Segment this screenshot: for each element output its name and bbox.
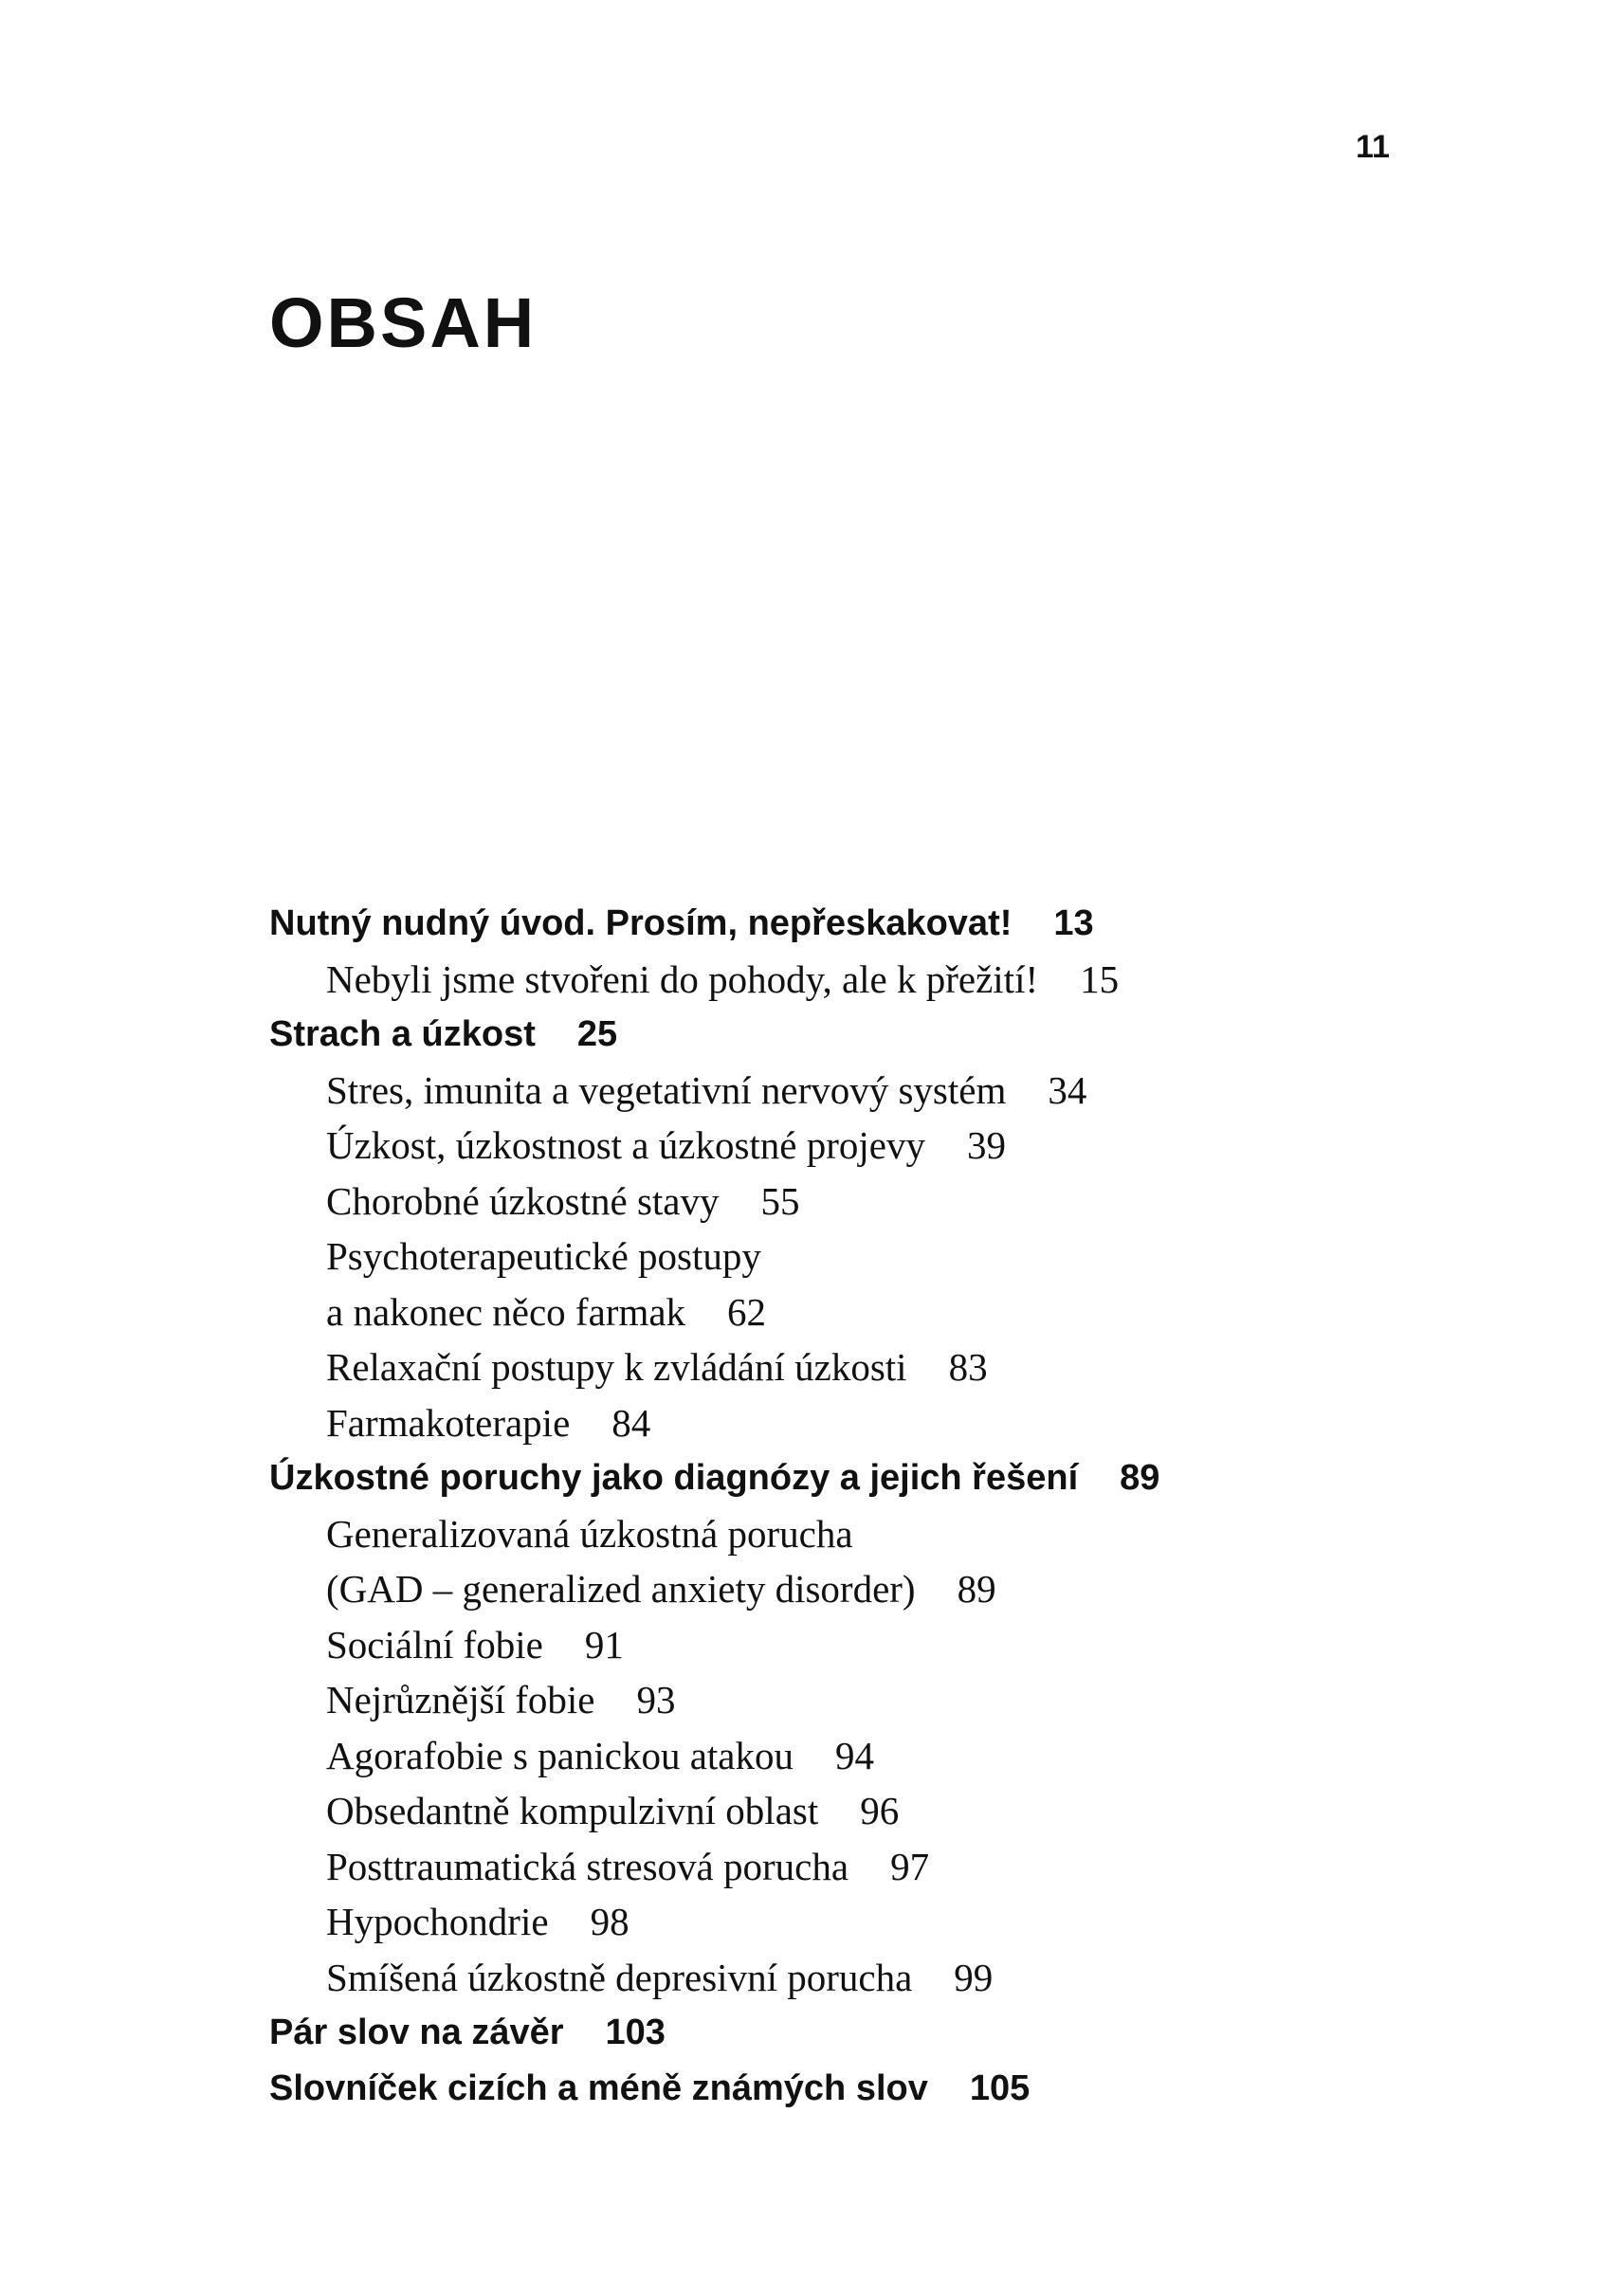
toc-section bbox=[269, 1728, 1407, 1784]
toc-entry-title: Pár slov na závěr bbox=[269, 2013, 564, 2052]
toc-section bbox=[269, 1339, 1407, 1395]
toc-entry-title: Hypochondrie bbox=[326, 1900, 549, 1943]
toc-entry-page: 94 bbox=[834, 1733, 874, 1777]
toc-entry-title: Psychoterapeutické postupy bbox=[326, 1234, 761, 1278]
toc-section bbox=[269, 1617, 1407, 1673]
toc-entry-title: (GAD – generalized anxiety disorder) bbox=[326, 1567, 916, 1611]
toc-entry-title: Strach a úzkost bbox=[269, 1014, 536, 1054]
toc-section bbox=[269, 1783, 1407, 1839]
toc-entry-title: a nakonec něco farmak bbox=[326, 1289, 686, 1334]
toc-section bbox=[269, 1839, 1407, 1895]
toc-entry-title: Nebyli jsme stvořeni do pohody, ale k přežití! bbox=[326, 956, 1039, 1001]
toc-entry-page: 15 bbox=[1080, 956, 1120, 1001]
toc-section bbox=[269, 1118, 1407, 1174]
toc-entry-title: Agorafobie s panickou atakou bbox=[326, 1733, 794, 1777]
table-of-contents bbox=[269, 896, 1407, 2116]
toc-entry-page: 55 bbox=[760, 1178, 800, 1223]
toc-entry-title: Sociální fobie bbox=[326, 1622, 543, 1667]
toc-entry-title: Nutný nudný úvod. Prosím, nepřeskakovat! bbox=[269, 903, 1013, 943]
toc-entry-page: 62 bbox=[727, 1289, 767, 1334]
toc-entry-page: 39 bbox=[966, 1123, 1006, 1167]
toc-entry-page: 89 bbox=[1120, 1458, 1160, 1498]
toc-entry-title: Nejrůznější fobie bbox=[326, 1678, 595, 1721]
toc-entry-title: Generalizovaná úzkostná porucha bbox=[326, 1511, 853, 1556]
toc-chapter bbox=[269, 1007, 1407, 1063]
toc-entry-page: 99 bbox=[954, 1955, 994, 1999]
page-number: 11 bbox=[1356, 129, 1390, 165]
toc-chapter bbox=[269, 1450, 1407, 1506]
toc-entry-title: Úzkost, úzkostnost a úzkostné projevy bbox=[326, 1123, 925, 1167]
toc-entry-page: 98 bbox=[590, 1900, 630, 1943]
toc-entry-page: 91 bbox=[584, 1622, 624, 1667]
toc-chapter bbox=[269, 2005, 1407, 2061]
toc-entry-page: 93 bbox=[636, 1678, 676, 1721]
toc-section bbox=[269, 1395, 1407, 1451]
toc-section bbox=[269, 1063, 1407, 1119]
toc-section bbox=[269, 1174, 1407, 1229]
toc-section bbox=[269, 1561, 1407, 1617]
toc-entry-page: 89 bbox=[957, 1567, 996, 1611]
toc-entry-title: Posttraumatická stresová porucha bbox=[326, 1844, 849, 1888]
toc-chapter bbox=[269, 896, 1407, 952]
toc-entry-page: 103 bbox=[605, 2013, 666, 2052]
toc-section bbox=[269, 952, 1407, 1008]
toc-section bbox=[269, 1950, 1407, 2006]
toc-section bbox=[269, 1229, 1407, 1284]
page-title: OBSAH bbox=[269, 283, 538, 362]
toc-entry-title: Relaxační postupy k zvládání úzkosti bbox=[326, 1345, 907, 1389]
toc-entry-page: 105 bbox=[969, 2067, 1031, 2108]
toc-entry-page: 84 bbox=[611, 1400, 651, 1445]
toc-entry-title: Úzkostné poruchy jako diagnózy a jejich řešení bbox=[269, 1458, 1079, 1498]
toc-entry-page: 83 bbox=[948, 1345, 988, 1389]
toc-entry-page: 25 bbox=[576, 1014, 618, 1054]
toc-entry-title: Farmakoterapie bbox=[326, 1400, 571, 1445]
toc-entry-title: Chorobné úzkostné stavy bbox=[326, 1178, 720, 1223]
toc-section bbox=[269, 1284, 1407, 1340]
toc-entry-title: Smíšená úzkostně depresivní porucha bbox=[326, 1955, 913, 1999]
toc-entry-title: Stres, imunita a vegetativní nervový systém bbox=[326, 1067, 1007, 1112]
toc-section bbox=[269, 1506, 1407, 1562]
toc-entry-page: 34 bbox=[1048, 1067, 1087, 1112]
toc-chapter bbox=[269, 2061, 1407, 2117]
toc-entry-page: 97 bbox=[890, 1844, 930, 1888]
toc-entry-page: 13 bbox=[1053, 903, 1094, 943]
toc-entry-page: 96 bbox=[860, 1789, 900, 1832]
toc-section bbox=[269, 1894, 1407, 1950]
toc-section bbox=[269, 1672, 1407, 1728]
toc-entry-title: Slovníček cizích a méně známých slov bbox=[269, 2067, 928, 2108]
toc-entry-title: Obsedantně kompulzivní oblast bbox=[326, 1789, 819, 1832]
